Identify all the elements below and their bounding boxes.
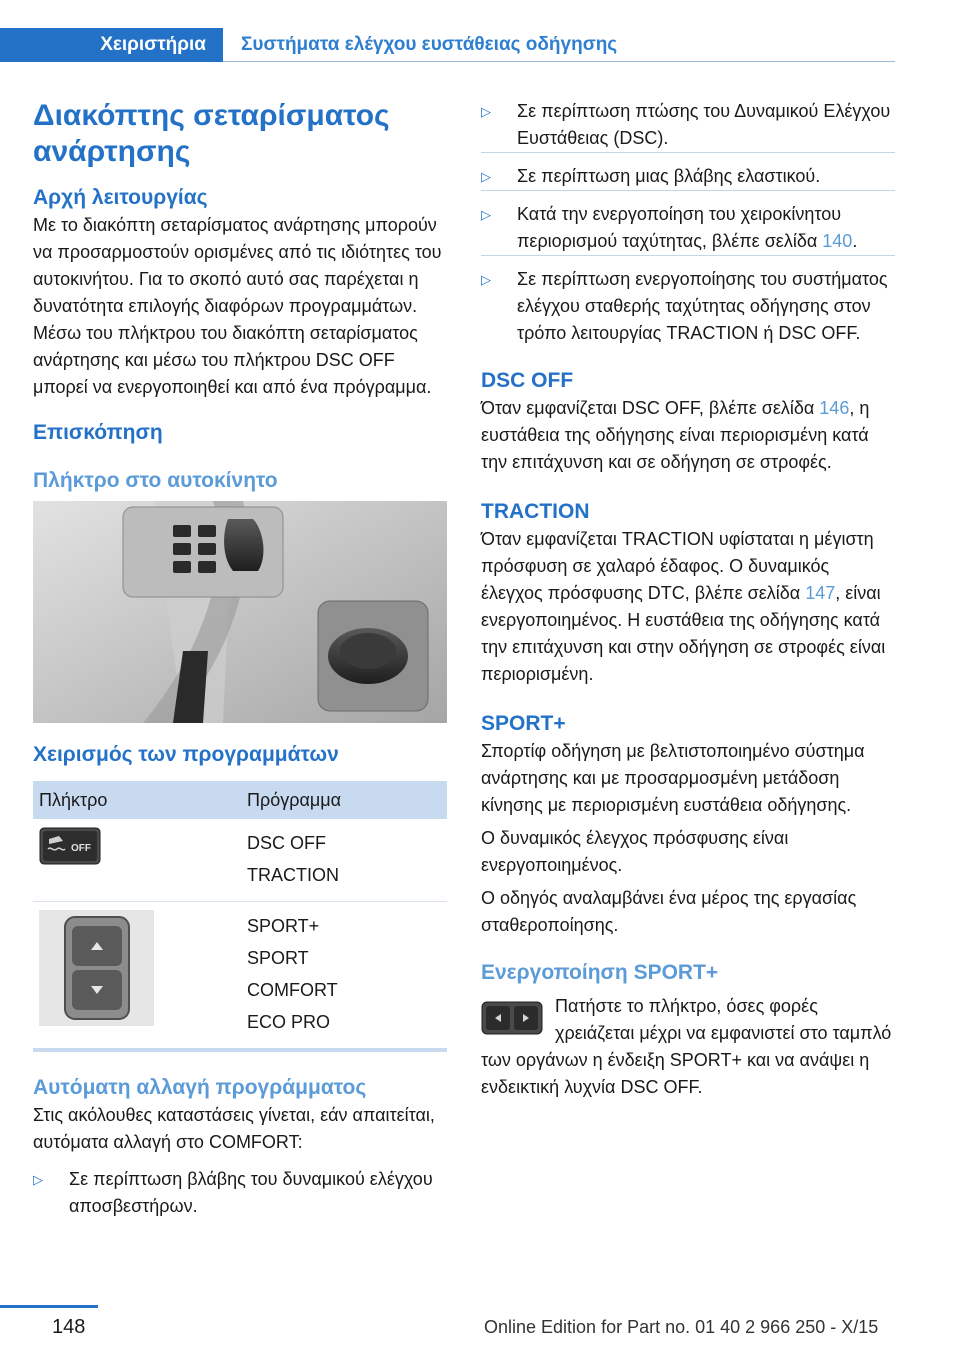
program-eco-pro: ECO PRO [247, 1012, 331, 1032]
page-link-140[interactable]: 140 [822, 231, 853, 251]
page-link-146[interactable]: 146 [819, 398, 850, 418]
activation-text: Πατήστε το πλήκτρο, όσες φορές χρειάζεται μέχρι να εμφανιστεί στο ταμπλό των οργάνων η ένδειξη SPORT+ και να ανάψει η ενδεικτική λυχνία DSC OFF. [481, 996, 892, 1097]
sport-plus-text-2: Ο δυναμικός έλεγχος πρόσφυσης είναι ενεργοποιημένος. [481, 828, 789, 875]
program-traction: TRACTION [247, 865, 339, 885]
auto-change-heading: Αυτόματη αλλαγή προγράμματος [33, 1076, 367, 1099]
bullet-triangle-icon: ▷ [481, 207, 491, 222]
program-comfort: COMFORT [247, 980, 338, 1000]
traction-text [481, 526, 895, 688]
sport-plus-text-3: Ο οδηγός αναλαμβάνει ένα μέρος της εργασίας σταθεροποίησης. [481, 888, 857, 935]
header-divider [223, 61, 895, 62]
header-bar [0, 28, 895, 62]
program-dsc-off: DSC OFF [247, 833, 326, 853]
list-item [33, 1166, 447, 1220]
button-heading: Πλήκτρο στο αυτοκίνητο [33, 469, 278, 492]
traction-heading: TRACTION [481, 500, 590, 523]
dsc-off-text-post: , η ευστάθεια της οδήγησης είναι περιορισμένη κατά την επιτάχυνση και σε οδήγηση σε στροφές. [481, 398, 870, 472]
left-column [33, 98, 447, 1228]
footer-divider [0, 1305, 98, 1308]
bullet-triangle-icon: ▷ [481, 272, 491, 287]
tab-controls[interactable]: Χειριστήρια [0, 28, 223, 62]
list-item [481, 163, 895, 191]
overview-heading: Επισκόπηση [33, 421, 163, 444]
center-console-photo [33, 501, 447, 723]
principle-heading: Αρχή λειτουργίας [33, 186, 208, 209]
sport-plus-text-1: Σπορτίφ οδήγηση με βελτιστοποιημένο σύστημα ανάρτησης και με προσαρμοσμένη μετάδοση κίνησης με περιορισμένη ευστάθεια οδήγησης. [481, 741, 865, 815]
driving-experience-switch-icon [62, 914, 132, 1022]
col-header-key: Πλήκτρο [39, 790, 108, 810]
edition-info: Online Edition for Part no. 01 40 2 966 250 - X/15 [484, 1317, 879, 1337]
programs-heading: Χειρισμός των προγραμμάτων [33, 743, 339, 766]
programs-table [33, 781, 447, 1052]
dsc-off-heading: DSC OFF [481, 369, 574, 392]
page-number: 148 [52, 1316, 86, 1338]
bullet-text: Σε περίπτωση πτώσης του Δυναμικού Ελέγχου Ευστάθειας (DSC). [517, 101, 891, 148]
programs-list-dsc [247, 827, 447, 891]
activation-block [481, 993, 895, 1101]
dsc-off-key-image [33, 827, 247, 891]
traction-text-pre: Όταν εμφανίζεται TRACTION υφίσταται η μέγιστη πρόσφυση σε χαλαρό έδαφος. Ο δυναμικός έλεγχος πρόσφυσης DTC, βλέπε σελίδα [481, 529, 874, 603]
dsc-off-button-icon [39, 827, 101, 865]
bullet-text: Σε περίπτωση ενεργοποίησης του συστήματος ελέγχου σταθερής ταχύτητας οδήγησης στον τρόπο λειτουργίας TRACTION ή DSC OFF. [517, 269, 888, 343]
console-illustration [33, 501, 447, 723]
dsc-off-icon-label: OFF [71, 843, 91, 854]
programs-list-modes [247, 910, 447, 1038]
page-title: Διακόπτης σεταρίσματος ανάρτησης [33, 99, 390, 168]
bullet-triangle-icon: ▷ [481, 169, 491, 184]
page-link-147[interactable]: 147 [805, 583, 836, 603]
list-item: ▷ Κατά την ενεργοποίηση του χειροκίνητου περιορισμού ταχύτητας, βλέπε σελίδα 140. [481, 201, 895, 256]
bullet-text: Κατά την ενεργοποίηση του χειροκίνητου περιορισμού ταχύτητας, βλέπε σελίδα [517, 204, 842, 251]
dsc-off-text [481, 395, 895, 476]
list-item [481, 98, 895, 153]
list-item [481, 266, 895, 347]
bullet-triangle-icon: ▷ [33, 1172, 43, 1187]
auto-change-text: Στις ακόλουθες καταστάσεις γίνεται, εάν απαιτείται, αυτόματα αλλαγή στο COMFORT: [33, 1105, 435, 1152]
table-header [33, 781, 447, 819]
bullet-triangle-icon: ▷ [481, 104, 491, 119]
breadcrumb-section[interactable]: Συστήματα ελέγχου ευστάθειας οδήγησης [223, 28, 895, 62]
col-header-program: Πρόγραμμα [247, 790, 342, 810]
activation-heading: Ενεργοποίηση SPORT+ [481, 961, 719, 984]
bullet-text: Σε περίπτωση μιας βλάβης ελαστικού. [517, 166, 821, 186]
program-sport-plus: SPORT+ [247, 916, 320, 936]
right-column [481, 98, 895, 1101]
traction-text-post: , είναι ενεργοποιημένος. Η ευστάθεια της οδήγησης κατά την επιτάχυνση και στην οδήγηση σε στροφές είναι περιορισμένη. [481, 583, 886, 684]
sport-plus-heading: SPORT+ [481, 712, 566, 735]
bullet-text: Σε περίπτωση βλάβης του δυναμικού ελέγχου αποσβεστήρων. [69, 1169, 433, 1216]
mode-switch-image [33, 910, 247, 1038]
table-row [33, 819, 447, 902]
mode-switch-small-icon [481, 1001, 543, 1035]
table-row [33, 902, 447, 1052]
dsc-off-text-pre: Όταν εμφανίζεται DSC OFF, βλέπε σελίδα [481, 398, 815, 418]
principle-text: Με το διακόπτη σεταρίσματος ανάρτησης μπορούν να προσαρμοστούν ορισμένες από τις ιδιότητες του αυτοκινήτου. Για το σκοπό αυτό σας παρέχεται η δυνατότητα επιλογής διαφόρων προγραμμάτων. Μέσω του πλήκτρου του διακόπτη σεταρίσματος ανάρτησης και μέσω του πλήκτρου DSC OFF μπορεί να ενεργοποιηθεί και από ένα πρόγραμμα. [33, 215, 442, 397]
program-sport: SPORT [247, 948, 309, 968]
